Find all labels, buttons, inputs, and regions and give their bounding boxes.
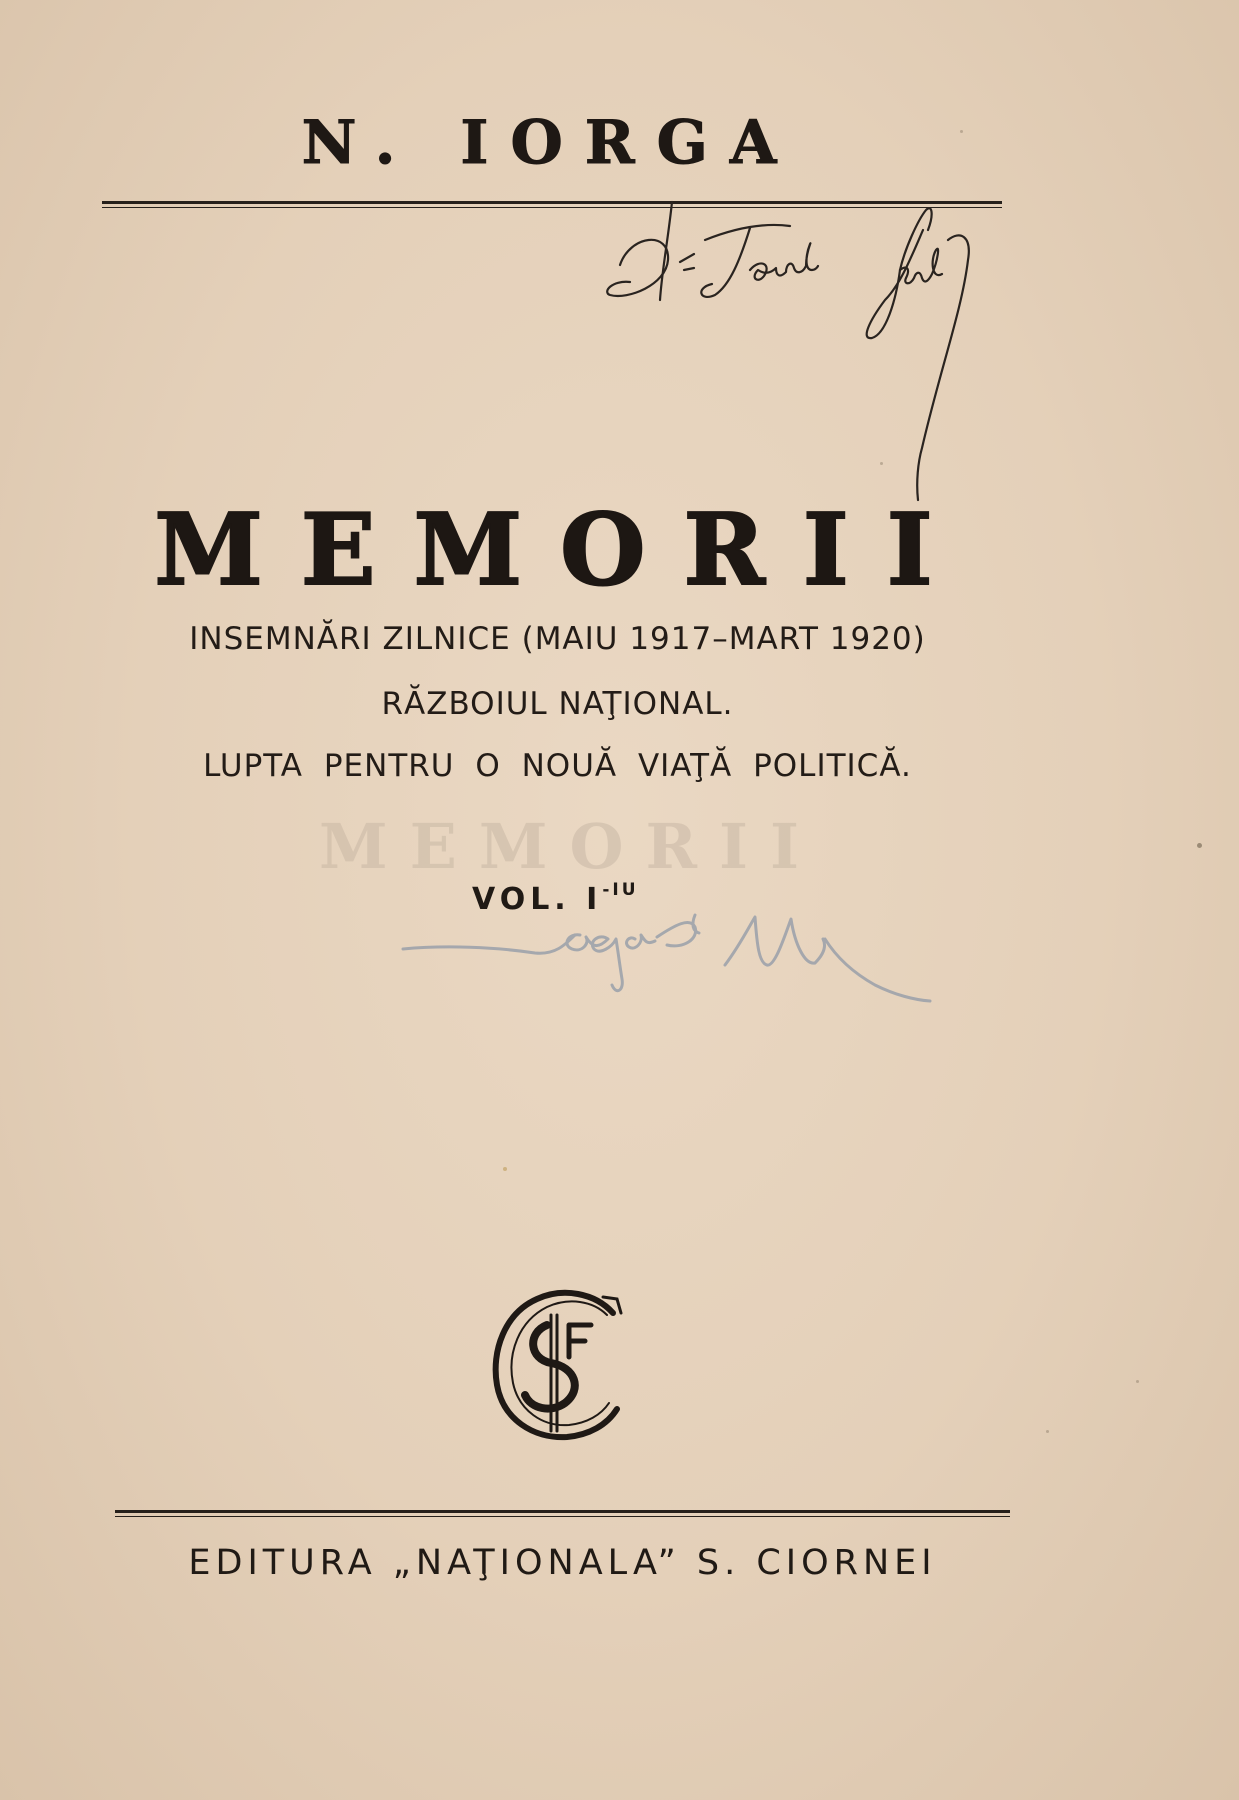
subtitle-line-2: RĂZBOIUL NAŢIONAL. xyxy=(381,686,734,722)
subtitle-line-3: LUPTA PENTRU O NOUĂ VIAŢĂ POLITICĂ. xyxy=(203,748,912,784)
bleed-through-title: MEMORII xyxy=(318,810,822,883)
publisher-imprint: EDITURA „NAŢIONALA” S. CIORNEI xyxy=(188,1543,937,1583)
bottom-double-rule xyxy=(115,1510,1010,1517)
publisher-monogram-icon xyxy=(485,1285,635,1445)
volume-label: VOL. I xyxy=(472,882,603,917)
paper-speck xyxy=(1197,843,1202,848)
author-name: N. IORGA xyxy=(301,108,799,178)
paper-speck xyxy=(1046,1430,1049,1433)
paper-speck xyxy=(503,1167,507,1171)
handwritten-dedication xyxy=(600,200,1020,530)
volume-suffix: -IU xyxy=(602,880,639,900)
paper-speck xyxy=(1136,1380,1139,1383)
subtitle-line-1: INSEMNĂRI ZILNICE (MAIU 1917–MART 1920) xyxy=(189,621,926,657)
book-title: MEMORII xyxy=(154,493,971,608)
handwritten-signature xyxy=(395,905,935,1015)
